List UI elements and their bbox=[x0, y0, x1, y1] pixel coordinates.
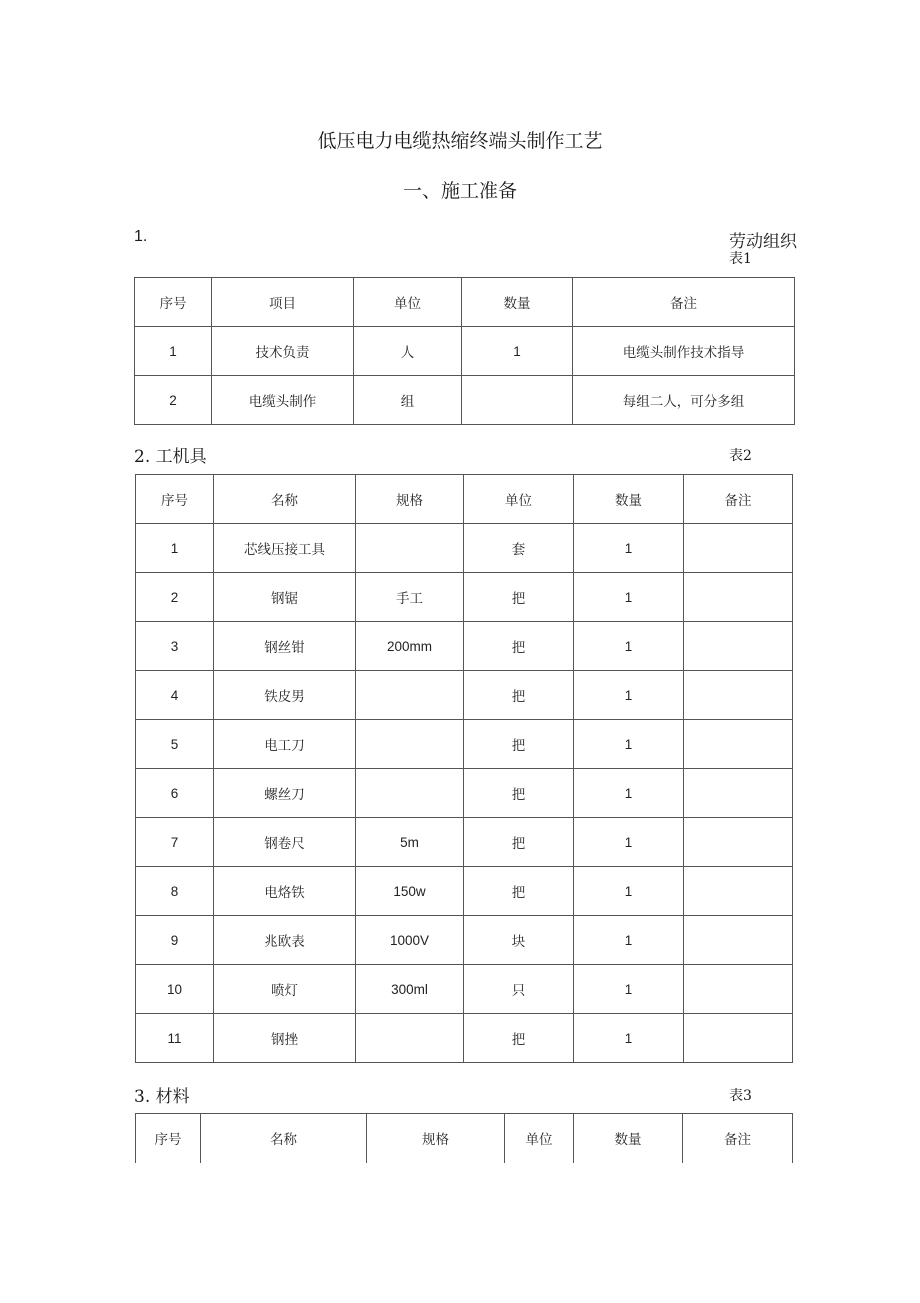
cell-name: 螺丝刀 bbox=[214, 769, 356, 818]
cell-remark bbox=[684, 622, 793, 671]
cell-name: 电工刀 bbox=[214, 720, 356, 769]
cell-unit: 把 bbox=[464, 818, 574, 867]
header-cell: 单位 bbox=[354, 278, 462, 327]
cell-unit: 把 bbox=[464, 867, 574, 916]
header-cell: 序号 bbox=[136, 1114, 201, 1163]
table-row bbox=[136, 622, 793, 671]
cell-index: 10 bbox=[136, 965, 214, 1014]
cell-remark: 电缆头制作技术指导 bbox=[573, 327, 795, 376]
cell-index: 5 bbox=[136, 720, 214, 769]
table-row bbox=[136, 965, 793, 1014]
cell-remark bbox=[684, 1014, 793, 1063]
cell-quantity bbox=[462, 376, 573, 425]
table3-label: 表3 bbox=[729, 1088, 752, 1104]
table-row bbox=[136, 524, 793, 573]
cell-name: 钢锯 bbox=[214, 573, 356, 622]
cell-remark bbox=[684, 965, 793, 1014]
cell-name: 钢卷尺 bbox=[214, 818, 356, 867]
cell-remark bbox=[684, 573, 793, 622]
cell-quantity: 1 bbox=[574, 1014, 684, 1063]
cell-unit: 把 bbox=[464, 720, 574, 769]
header-cell: 序号 bbox=[136, 475, 214, 524]
cell-index: 2 bbox=[136, 573, 214, 622]
cell-remark bbox=[684, 524, 793, 573]
cell-remark bbox=[684, 916, 793, 965]
cell-unit: 把 bbox=[464, 769, 574, 818]
tools-table bbox=[135, 474, 793, 1063]
cell-index: 1 bbox=[136, 524, 214, 573]
table-row bbox=[136, 720, 793, 769]
cell-quantity: 1 bbox=[574, 867, 684, 916]
cell-spec bbox=[356, 720, 464, 769]
cell-unit: 组 bbox=[354, 376, 462, 425]
labor-table bbox=[134, 277, 795, 425]
cell-index: 4 bbox=[136, 671, 214, 720]
cell-unit: 把 bbox=[464, 622, 574, 671]
cell-remark bbox=[684, 671, 793, 720]
cell-spec: 手工 bbox=[356, 573, 464, 622]
labor-number: 1. bbox=[134, 228, 148, 245]
cell-unit: 把 bbox=[464, 1014, 574, 1063]
header-cell: 序号 bbox=[135, 278, 212, 327]
header-cell: 规格 bbox=[367, 1114, 505, 1163]
table-row bbox=[136, 1014, 793, 1063]
tools-heading: 2. 工机具 bbox=[134, 447, 207, 467]
table-row bbox=[136, 573, 793, 622]
cell-remark bbox=[684, 720, 793, 769]
header-cell: 规格 bbox=[356, 475, 464, 524]
table-header-row bbox=[136, 475, 793, 524]
table-row bbox=[136, 916, 793, 965]
cell-name: 喷灯 bbox=[214, 965, 356, 1014]
cell-name: 铁皮男 bbox=[214, 671, 356, 720]
cell-spec: 200mm bbox=[356, 622, 464, 671]
cell-index: 11 bbox=[136, 1014, 214, 1063]
cell-name: 电烙铁 bbox=[214, 867, 356, 916]
cell-name: 兆欧表 bbox=[214, 916, 356, 965]
table2-label: 表2 bbox=[729, 448, 752, 464]
table-row bbox=[136, 671, 793, 720]
cell-spec: 5m bbox=[356, 818, 464, 867]
cell-quantity: 1 bbox=[574, 573, 684, 622]
cell-remark bbox=[684, 818, 793, 867]
cell-item: 电缆头制作 bbox=[212, 376, 354, 425]
cell-spec: 300ml bbox=[356, 965, 464, 1014]
table-row bbox=[136, 867, 793, 916]
cell-quantity: 1 bbox=[574, 769, 684, 818]
cell-spec bbox=[356, 769, 464, 818]
header-cell: 项目 bbox=[212, 278, 354, 327]
cell-spec: 150w bbox=[356, 867, 464, 916]
labor-title: 劳动组织 bbox=[729, 232, 797, 252]
section-heading: 一、施工准备 bbox=[402, 180, 517, 202]
cell-unit: 把 bbox=[464, 573, 574, 622]
cell-spec bbox=[356, 524, 464, 573]
cell-unit: 块 bbox=[464, 916, 574, 965]
cell-index: 7 bbox=[136, 818, 214, 867]
cell-quantity: 1 bbox=[574, 818, 684, 867]
table-header-row bbox=[135, 278, 795, 327]
table-row bbox=[135, 327, 795, 376]
cell-quantity: 1 bbox=[574, 916, 684, 965]
header-cell: 备注 bbox=[684, 475, 793, 524]
header-cell: 单位 bbox=[464, 475, 574, 524]
cell-unit: 只 bbox=[464, 965, 574, 1014]
cell-spec: 1000V bbox=[356, 916, 464, 965]
table-row bbox=[136, 818, 793, 867]
cell-index: 1 bbox=[135, 327, 212, 376]
cell-unit: 把 bbox=[464, 671, 574, 720]
header-cell: 备注 bbox=[683, 1114, 793, 1163]
cell-index: 9 bbox=[136, 916, 214, 965]
cell-spec bbox=[356, 1014, 464, 1063]
cell-item: 技术负责 bbox=[212, 327, 354, 376]
document-title: 低压电力电缆热缩终端头制作工艺 bbox=[317, 130, 603, 152]
table-header-row bbox=[136, 1114, 793, 1163]
cell-name: 钢挫 bbox=[214, 1014, 356, 1063]
header-cell: 数量 bbox=[574, 475, 684, 524]
header-cell: 备注 bbox=[573, 278, 795, 327]
cell-quantity: 1 bbox=[574, 524, 684, 573]
table1-label: 表1 bbox=[729, 251, 752, 267]
table-row bbox=[135, 376, 795, 425]
cell-quantity: 1 bbox=[574, 720, 684, 769]
header-cell: 单位 bbox=[505, 1114, 574, 1163]
cell-remark: 每组二人，可分多组 bbox=[573, 376, 795, 425]
cell-quantity: 1 bbox=[574, 671, 684, 720]
cell-name: 芯线压接工具 bbox=[214, 524, 356, 573]
cell-quantity: 1 bbox=[574, 965, 684, 1014]
cell-unit: 套 bbox=[464, 524, 574, 573]
cell-index: 3 bbox=[136, 622, 214, 671]
cell-quantity: 1 bbox=[462, 327, 573, 376]
cell-index: 6 bbox=[136, 769, 214, 818]
cell-spec bbox=[356, 671, 464, 720]
cell-remark bbox=[684, 867, 793, 916]
header-cell: 名称 bbox=[214, 475, 356, 524]
header-cell: 数量 bbox=[574, 1114, 683, 1163]
table-row bbox=[136, 769, 793, 818]
cell-index: 2 bbox=[135, 376, 212, 425]
cell-remark bbox=[684, 769, 793, 818]
cell-index: 8 bbox=[136, 867, 214, 916]
header-cell: 数量 bbox=[462, 278, 573, 327]
cell-unit: 人 bbox=[354, 327, 462, 376]
materials-table bbox=[135, 1113, 793, 1163]
materials-heading: 3. 材料 bbox=[134, 1087, 190, 1107]
cell-quantity: 1 bbox=[574, 622, 684, 671]
cell-name: 钢丝钳 bbox=[214, 622, 356, 671]
header-cell: 名称 bbox=[201, 1114, 367, 1163]
